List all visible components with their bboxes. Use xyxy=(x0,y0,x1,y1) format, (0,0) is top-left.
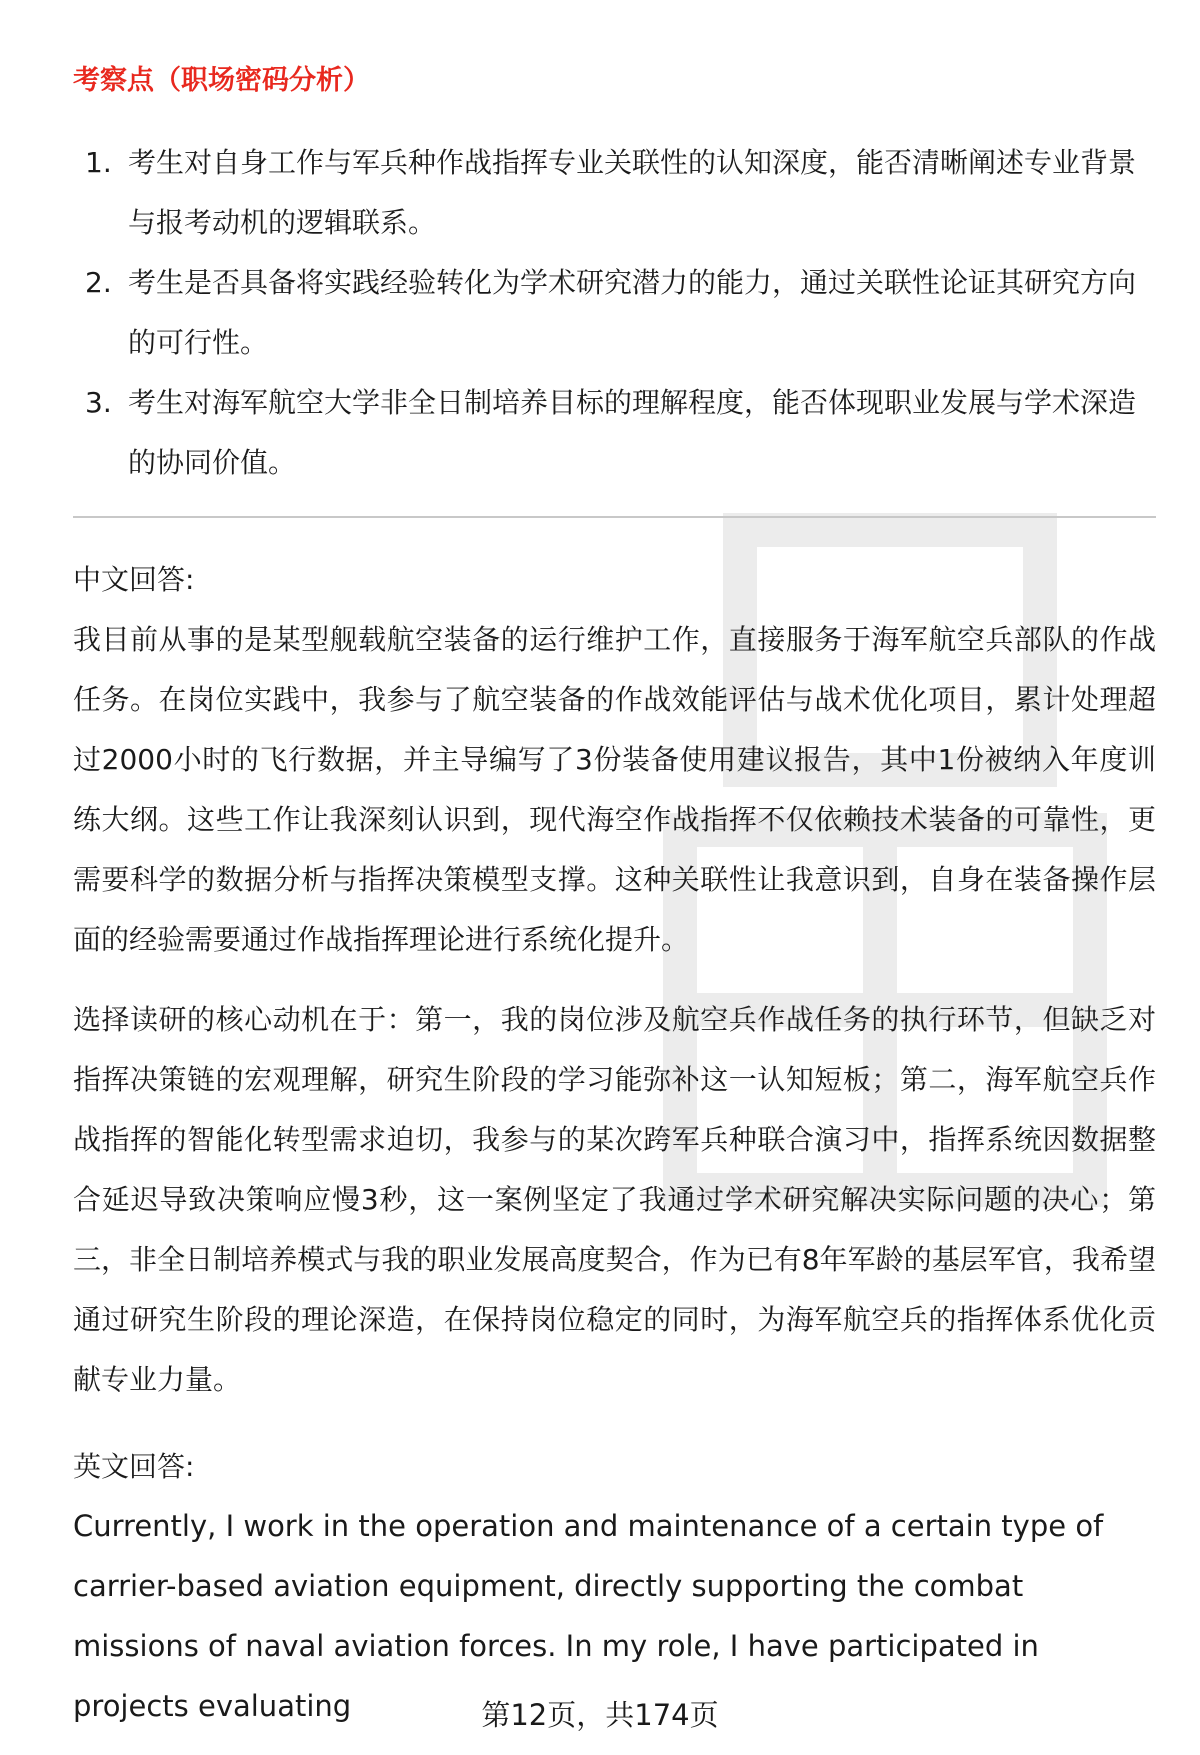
chinese-answer-label: 中文回答: xyxy=(73,563,195,596)
list-item-text: 考生对自身工作与军兵种作战指挥专业关联性的认知深度，能否清晰阐述专业背景与报考动机的逻辑联系。 xyxy=(128,146,1137,239)
list-item xyxy=(73,133,1148,253)
list-item-number: 1. xyxy=(85,146,112,179)
section-divider xyxy=(73,516,1156,518)
english-answer-label: 英文回答: xyxy=(73,1450,195,1483)
assessment-points-list xyxy=(73,133,1148,493)
chinese-answer-paragraph-2: 选择读研的核心动机在于：第一，我的岗位涉及航空兵作战任务的执行环节，但缺乏对指挥决策链的宏观理解，研究生阶段的学习能弥补这一认知短板；第二，海军航空兵作战指挥的智能化转型需求迫切，我参与的某次跨军兵种联合演习中，指挥系统因数据整合延迟导致决策响应慢3秒，这一案例坚定了我通过学术研究解决实际问题的决心；第三，非全日制培养模式与我的职业发展高度契合，作为已有8年军龄的基层军官，我希望通过研究生阶段的理论深造，在保持岗位稳定的同时，为海军航空兵的指挥体系优化贡献专业力量。 xyxy=(73,1003,1156,1396)
list-item xyxy=(73,373,1148,493)
page-number-footer: 第12页，共174页 xyxy=(481,1698,719,1732)
list-item-number: 3. xyxy=(85,386,112,419)
list-item-text: 考生对海军航空大学非全日制培养目标的理解程度，能否体现职业发展与学术深造的协同价值。 xyxy=(128,386,1137,479)
list-item xyxy=(73,253,1148,373)
english-answer-paragraph-1: Currently, I work in the operation and maintenance of a certain type of carrier-based aviation equipment, directly supporting the combat missions of naval aviation forces. In my role, I have participated in projects evaluating xyxy=(73,1509,1104,1723)
chinese-answer-paragraph-1: 我目前从事的是某型舰载航空装备的运行维护工作，直接服务于海军航空兵部队的作战任务。在岗位实践中，我参与了航空装备的作战效能评估与战术优化项目，累计处理超过2000小时的飞行数据，并主导编写了3份装备使用建议报告，其中1份被纳入年度训练大纲。这些工作让我深刻认识到，现代海空作战指挥不仅依赖技术装备的可靠性，更需要科学的数据分析与指挥决策模型支撑。这种关联性让我意识到，自身在装备操作层面的经验需要通过作战指挥理论进行系统化提升。 xyxy=(73,623,1156,956)
section-heading: 考察点（职场密码分析） xyxy=(73,65,370,96)
list-item-text: 考生是否具备将实践经验转化为学术研究潜力的能力，通过关联性论证其研究方向的可行性。 xyxy=(128,266,1137,359)
list-item-number: 2. xyxy=(85,266,112,299)
